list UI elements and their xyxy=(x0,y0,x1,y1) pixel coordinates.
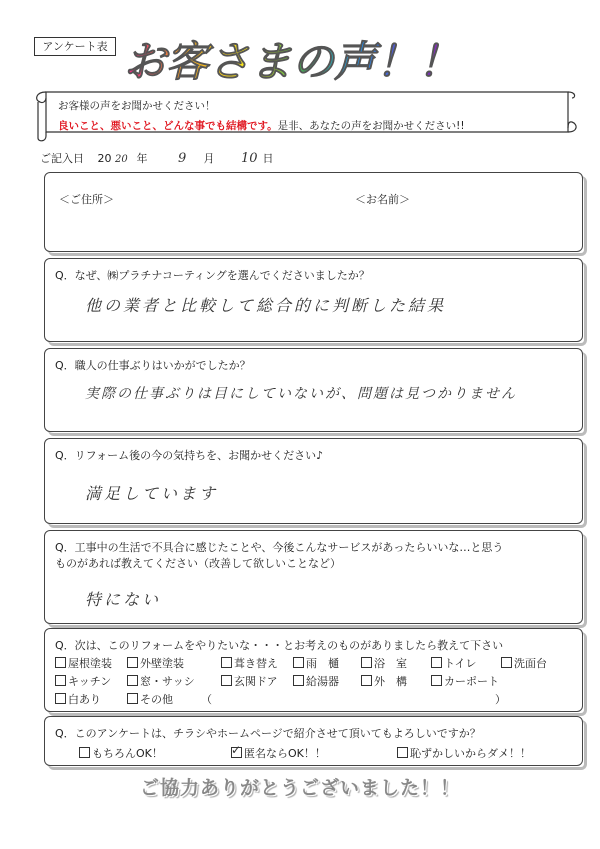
option-window-sash[interactable]: 窓・サッシ xyxy=(127,673,195,689)
address-name-box[interactable] xyxy=(44,172,583,252)
question-3-text: Q．リフォーム後の今の気持ちを、お聞かせください♪ xyxy=(55,449,324,462)
option-exterior[interactable]: 外 構 xyxy=(361,673,407,689)
checkbox-icon xyxy=(361,675,372,686)
question-2-box[interactable] xyxy=(44,348,583,432)
option-entrance-door[interactable]: 玄関ドア xyxy=(221,673,278,689)
checkbox-icon xyxy=(293,657,304,668)
option-water-heater[interactable]: 給湯器 xyxy=(293,673,339,689)
page-title: お客さまの声！！ xyxy=(124,37,461,86)
checkbox-checked-icon xyxy=(231,747,242,758)
intro-line-2-rest: 是非、あなたの声をお聞かせください!! xyxy=(277,120,465,132)
date-day-unit: 日 xyxy=(262,152,274,165)
question-6-text: Q．このアンケートは、チラシやホームページで紹介させて頂いてもよろしいですか？ xyxy=(55,727,481,740)
consent-option-anonymous[interactable]: ✓ 匿名ならOK！！ xyxy=(231,745,326,761)
option-bathroom[interactable]: 浴 室 xyxy=(361,655,407,671)
checkbox-icon xyxy=(55,693,66,704)
survey-tag: アンケート表 xyxy=(34,37,116,56)
date-year-unit: 年 xyxy=(136,152,148,165)
date-label: ご記入日 xyxy=(40,152,84,165)
other-paren-close: ） xyxy=(495,693,506,706)
checkbox-icon xyxy=(431,675,442,686)
question-4-answer: 特にない xyxy=(85,590,162,609)
date-year-hand: 20 xyxy=(115,154,128,165)
checkbox-icon xyxy=(55,657,66,668)
option-other[interactable]: その他 xyxy=(127,691,173,707)
question-1-answer: 他の業者と比較して総合的に判断した結果 xyxy=(85,296,447,315)
question-4-text-line-2: ものがあれば教えてください（改善して欲しいことなど） xyxy=(55,557,341,570)
intro-line-2 xyxy=(58,118,465,133)
intro-line-1: お客様の声をお聞かせください！ xyxy=(58,100,216,112)
question-4-text-line-1: Q．工事中の生活で不具合に感じたことや、今後こんなサービスがあったらいいな…と思う xyxy=(55,541,504,554)
checkbox-icon xyxy=(397,747,408,758)
checkbox-icon xyxy=(79,747,90,758)
checkbox-icon xyxy=(293,675,304,686)
name-label: ＜お名前＞ xyxy=(355,193,410,206)
checkbox-icon xyxy=(501,657,512,668)
consent-option-no[interactable]: 恥ずかしいからダメ！！ xyxy=(397,745,531,761)
date-month-hand: 9 xyxy=(178,151,187,166)
page-title-graphic xyxy=(112,30,502,90)
option-roof-paint[interactable]: 屋根塗装 xyxy=(55,655,112,671)
address-label: ＜ご住所＞ xyxy=(59,193,114,206)
option-washstand[interactable]: 洗面台 xyxy=(501,655,547,671)
date-era: 20 xyxy=(97,152,112,165)
question-5-text: Q．次は、このリフォームをやりたいな・・・とお考えのものがありましたら教えて下さい xyxy=(55,639,504,652)
question-3-box[interactable] xyxy=(44,438,583,524)
option-gutter[interactable]: 雨 樋 xyxy=(293,655,339,671)
checkbox-icon xyxy=(221,675,232,686)
question-3-answer: 満足しています xyxy=(85,484,219,503)
question-2-text: Q．職人の仕事ぶりはいかがでしたか？ xyxy=(55,359,251,372)
option-kitchen[interactable]: キッチン xyxy=(55,673,111,689)
option-wall-paint[interactable]: 外壁塗装 xyxy=(127,655,184,671)
checkbox-icon xyxy=(431,657,442,668)
thanks-message: ご協力ありがとうございました！！ xyxy=(140,777,461,799)
checkbox-icon xyxy=(127,675,138,686)
question-4-box[interactable] xyxy=(44,530,583,624)
question-6-box xyxy=(44,716,583,766)
intro-line-2-emphasis: 良いこと、悪いこと、どんな事でも結構です。 xyxy=(58,120,278,132)
checkbox-icon xyxy=(55,675,66,686)
option-carport[interactable]: カーポート xyxy=(431,673,499,689)
date-row xyxy=(40,150,274,166)
checkbox-icon xyxy=(127,693,138,704)
checkbox-icon xyxy=(127,657,138,668)
question-5-box xyxy=(44,628,583,712)
question-1-text: Q．なぜ、㈱プラチナコーティングを選んでくださいましたか？ xyxy=(55,269,370,282)
option-termite[interactable]: 白あり xyxy=(55,691,101,707)
checkbox-icon xyxy=(361,657,372,668)
date-month-unit: 月 xyxy=(203,152,215,165)
consent-option-yes[interactable]: もちろんOK！ xyxy=(79,745,163,761)
checkbox-icon xyxy=(221,657,232,668)
option-toilet[interactable]: トイレ xyxy=(431,655,476,671)
date-day-hand: 10 xyxy=(241,151,258,166)
other-paren-open: （ xyxy=(201,693,212,706)
question-2-answer: 実際の仕事ぶりは目にしていないが、問題は見つかりません xyxy=(85,386,517,402)
intro-scroll-frame xyxy=(32,88,577,142)
option-reroof[interactable]: 葺き替え xyxy=(221,655,278,671)
question-1-box[interactable] xyxy=(44,258,583,342)
